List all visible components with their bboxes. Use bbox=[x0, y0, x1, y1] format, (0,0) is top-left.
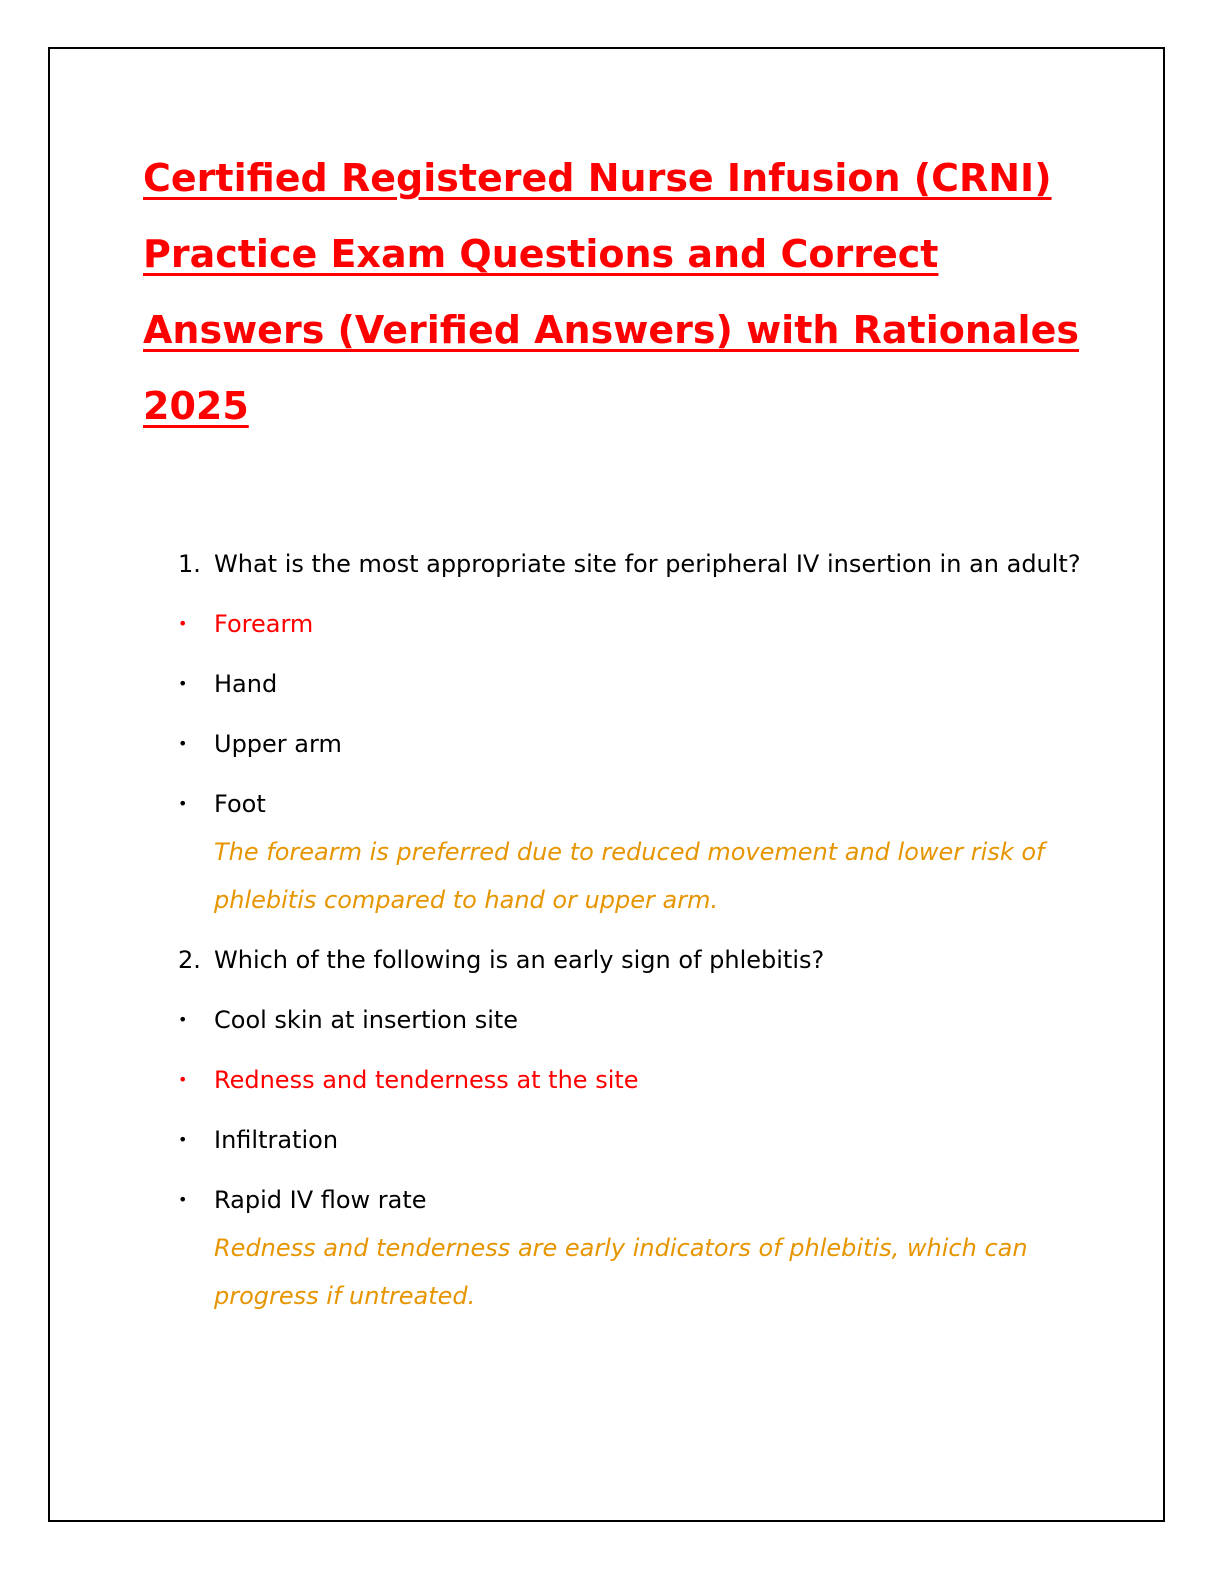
title-line: Practice Exam Questions and Correct bbox=[143, 232, 939, 276]
rationale-text: The forearm is preferred due to reduced movement and lower risk of phlebitis compared to hand or upper arm. bbox=[214, 838, 1045, 914]
rationale-text: Redness and tenderness are early indicators of phlebitis, which can progress if untreated. bbox=[214, 1234, 1028, 1310]
bullet-icon: • bbox=[178, 674, 188, 693]
question-stem bbox=[170, 540, 1090, 588]
question-number: 1. bbox=[178, 550, 201, 578]
option-text: Infiltration bbox=[214, 1126, 339, 1154]
answer-option-correct bbox=[170, 1056, 1090, 1104]
question-text: What is the most appropriate site for peripheral IV insertion in an adult? bbox=[214, 550, 1081, 578]
title-line: 2025 bbox=[143, 384, 249, 428]
option-text: Redness and tenderness at the site bbox=[214, 1066, 639, 1094]
option-text: Hand bbox=[214, 670, 278, 698]
bullet-icon: • bbox=[178, 1130, 188, 1149]
bullet-icon: • bbox=[178, 794, 188, 813]
option-text: Upper arm bbox=[214, 730, 342, 758]
question-stem bbox=[170, 936, 1090, 984]
option-text: Forearm bbox=[214, 610, 314, 638]
question-1 bbox=[170, 540, 1090, 924]
option-text: Rapid IV flow rate bbox=[214, 1186, 427, 1214]
document-title bbox=[143, 140, 1143, 444]
title-line: Answers (Verified Answers) with Rationales bbox=[143, 308, 1079, 352]
answer-option bbox=[170, 660, 1090, 708]
answer-option bbox=[170, 720, 1090, 768]
question-number: 2. bbox=[178, 946, 201, 974]
bullet-icon: • bbox=[178, 1010, 188, 1029]
title-line: Certified Registered Nurse Infusion (CRNI) bbox=[143, 156, 1052, 200]
answer-option bbox=[170, 1116, 1090, 1164]
answer-option bbox=[170, 996, 1090, 1044]
option-text: Foot bbox=[214, 790, 266, 818]
bullet-icon: • bbox=[178, 1070, 188, 1089]
answer-option bbox=[170, 780, 1090, 828]
bullet-icon: • bbox=[178, 734, 188, 753]
question-list bbox=[170, 540, 1090, 1320]
answer-option bbox=[170, 1176, 1090, 1224]
answer-option-correct bbox=[170, 600, 1090, 648]
question-2 bbox=[170, 936, 1090, 1320]
bullet-icon: • bbox=[178, 1190, 188, 1209]
question-text: Which of the following is an early sign of phlebitis? bbox=[214, 946, 825, 974]
bullet-icon: • bbox=[178, 614, 188, 633]
option-text: Cool skin at insertion site bbox=[214, 1006, 519, 1034]
